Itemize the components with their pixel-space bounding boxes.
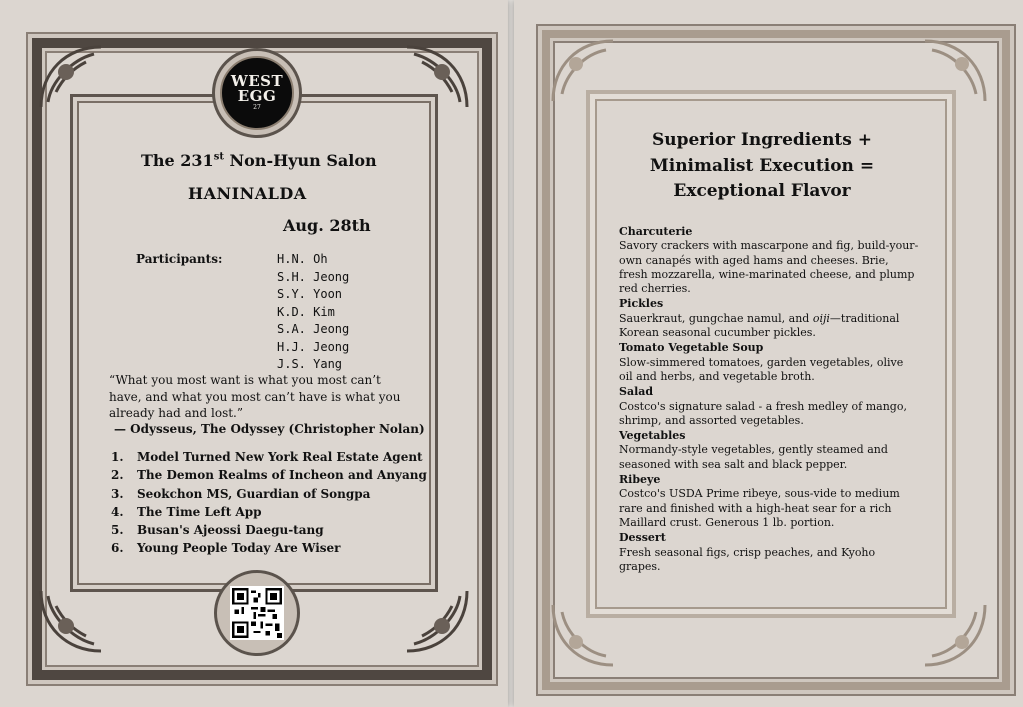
quote-author: — Odysseus, The Odyssey (Christopher Nolan) (114, 422, 425, 436)
participant: H.N. Oh (277, 252, 328, 266)
topic-list (111, 448, 427, 558)
menu-heading: Ribeye (619, 473, 661, 487)
menu-list (619, 225, 919, 575)
topic-item: 2. The Demon Realms of Incheon and Anyang (111, 468, 427, 483)
salon-date: Aug. 28th (283, 216, 371, 235)
participant: K.D. Kim (277, 304, 335, 319)
corner-ornament (548, 600, 618, 670)
participant: J.S. Yang (277, 357, 343, 371)
topic-item: 3. Seokchon MS, Guardian of Songpa (111, 486, 371, 501)
topic-item: 5. Busan's Ajeossi Daegu-tang (111, 523, 324, 538)
menu-description: Costco's signature salad - a fresh medley of mango, shrimp, and assorted vegetables. (619, 399, 907, 427)
menu-heading: Salad (619, 385, 654, 399)
salon-card (0, 0, 508, 707)
participant: S.Y. Yoon (277, 287, 343, 301)
qr-code-icon[interactable] (230, 586, 284, 640)
logo-number: 27 (253, 104, 261, 111)
menu-heading: Pickles (619, 297, 664, 311)
menu-description: Costco's USDA Prime ribeye, sous-vide to medium rare and finished with a high-heat sear for a rich Maillard crust. Generous 1 lb. portion. (619, 487, 900, 529)
participant: S.A. Jeong (277, 322, 350, 336)
corner-ornament (920, 600, 990, 670)
menu-description: Fresh seasonal figs, crisp peaches, and Kyoho grapes. (619, 545, 876, 573)
menu-description: Slow-simmered tomatoes, garden vegetables, olive oil and herbs, and vegetable broth. (619, 355, 904, 383)
corner-ornament (402, 586, 472, 656)
corner-ornament (36, 42, 106, 112)
corner-ornament (548, 36, 618, 106)
participants-label: Participants: (136, 252, 223, 266)
corner-ornament (36, 586, 106, 656)
menu-description: Normandy-style vegetables, gently steamed and seasoned with sea salt and black pepper. (619, 443, 888, 471)
salon-title: The 231st Non-Hyun Salon (141, 151, 377, 170)
participant: S.H. Jeong (277, 269, 350, 284)
topic-item: 6. Young People Today Are Wiser (111, 541, 341, 556)
menu-heading: Dessert (619, 531, 666, 545)
participants-list (277, 251, 349, 374)
menu-heading: Tomato Vegetable Soup (619, 341, 764, 355)
participant: H.J. Jeong (277, 339, 350, 354)
topic-item: 1. Model Turned New York Real Estate Agent (111, 450, 423, 464)
menu-description: Sauerkraut, gungchae namul, and oiji—traditional Korean seasonal cucumber pickles. (619, 311, 900, 340)
logo-line-2: EGG (237, 87, 277, 105)
corner-ornament (402, 42, 472, 112)
menu-heading: Charcuterie (619, 225, 693, 238)
menu-description: Savory crackers with mascarpone and fig, build-your-own canapés with aged hams and cheeses. Brie, fresh mozzarella, wine-marinated cheese, and plump red cherries. (619, 239, 919, 296)
menu-title: Superior Ingredients + Minimalist Execution = Exceptional Flavor (649, 130, 875, 201)
topic-item: 4. The Time Left App (111, 504, 262, 519)
quote-text: “What you most want is what you most can’t have, and what you most can’t have is what you already had and lost.” (109, 373, 401, 420)
west-egg-logo (220, 56, 294, 130)
logo-medallion (212, 48, 302, 138)
qr-medallion (214, 570, 300, 656)
corner-ornament (920, 36, 990, 106)
salon-name: HANINALDA (188, 184, 307, 203)
logo-line-1: WEST (230, 72, 284, 90)
menu-heading: Vegetables (619, 429, 686, 443)
